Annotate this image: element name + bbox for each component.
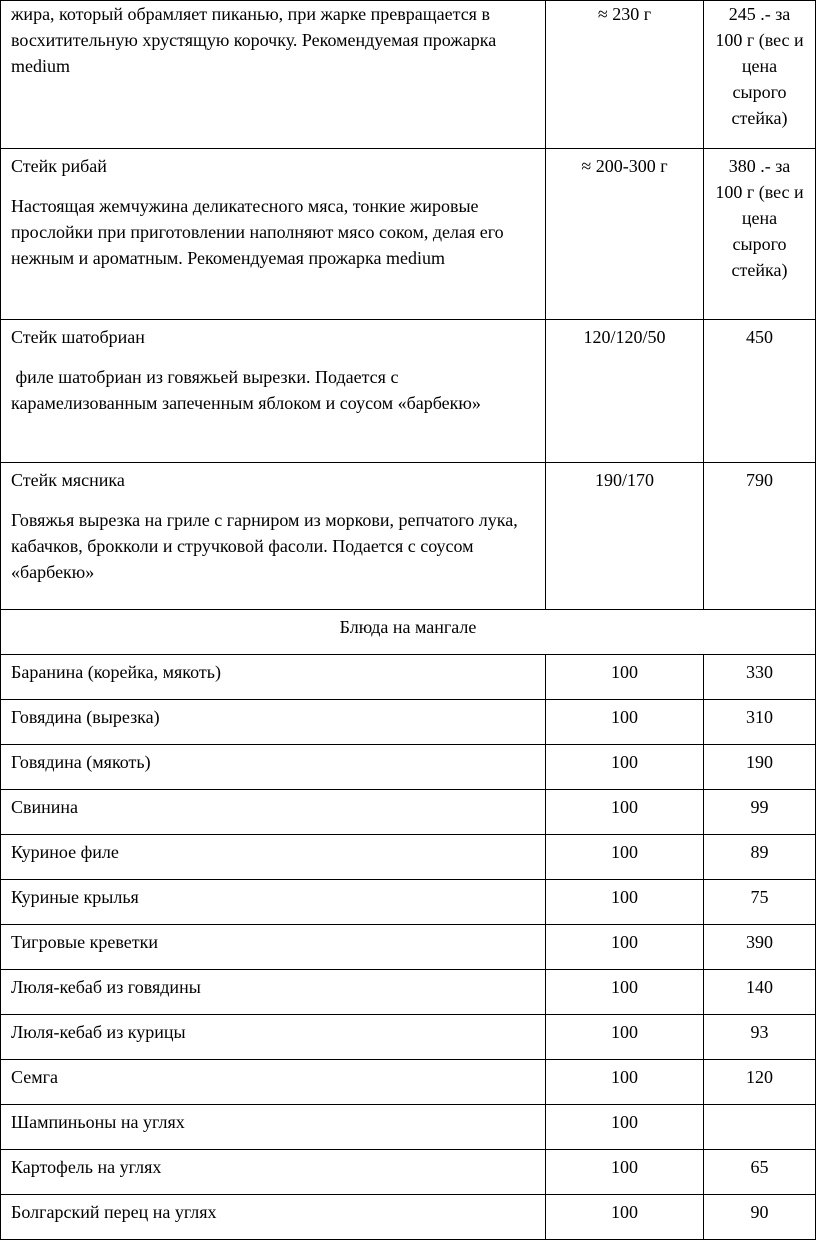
dish-weight: ≈ 230 г <box>546 1 704 149</box>
item-price: 99 <box>704 790 816 835</box>
item-price: 65 <box>704 1150 816 1195</box>
section-header-row <box>1 610 816 655</box>
item-price: 89 <box>704 835 816 880</box>
dish-name: Стейк мясника <box>11 470 125 490</box>
dish-weight: ≈ 200-300 г <box>546 149 704 320</box>
table-row <box>1 463 816 610</box>
item-weight: 100 <box>546 1150 704 1195</box>
item-name: Говядина (мякоть) <box>1 745 546 790</box>
item-weight: 100 <box>546 1105 704 1150</box>
item-price: 330 <box>704 655 816 700</box>
item-name: Болгарский перец на углях <box>1 1195 546 1240</box>
table-row <box>1 655 816 700</box>
table-row <box>1 1015 816 1060</box>
table-row <box>1 149 816 320</box>
item-name: Семга <box>1 1060 546 1105</box>
item-weight: 100 <box>546 655 704 700</box>
item-price: 190 <box>704 745 816 790</box>
item-weight: 100 <box>546 1015 704 1060</box>
table-row <box>1 1105 816 1150</box>
table-row <box>1 880 816 925</box>
item-name: Картофель на углях <box>1 1150 546 1195</box>
item-name: Куриное филе <box>1 835 546 880</box>
item-weight: 100 <box>546 880 704 925</box>
table-row <box>1 835 816 880</box>
item-price: 93 <box>704 1015 816 1060</box>
table-row <box>1 320 816 463</box>
dish-weight: 190/170 <box>546 463 704 610</box>
table-row <box>1 745 816 790</box>
item-name: Говядина (вырезка) <box>1 700 546 745</box>
item-name: Люля-кебаб из говядины <box>1 970 546 1015</box>
dish-name: Стейк шатобриан <box>11 327 145 347</box>
item-weight: 100 <box>546 970 704 1015</box>
item-weight: 100 <box>546 745 704 790</box>
dish-description: филе шатобриан из говяжьей вырезки. Подается с карамелизованным запеченным яблоком и соусом «барбекю» <box>11 367 481 413</box>
item-price: 390 <box>704 925 816 970</box>
item-name: Баранина (корейка, мякоть) <box>1 655 546 700</box>
dish-weight: 120/120/50 <box>546 320 704 463</box>
dish-price: 450 <box>704 320 816 463</box>
dish-cell <box>1 1 546 149</box>
item-name: Люля-кебаб из курицы <box>1 1015 546 1060</box>
item-name: Свинина <box>1 790 546 835</box>
table-row <box>1 790 816 835</box>
item-weight: 100 <box>546 1195 704 1240</box>
dish-price: 790 <box>704 463 816 610</box>
table-row <box>1 1150 816 1195</box>
item-weight: 100 <box>546 925 704 970</box>
table-row <box>1 970 816 1015</box>
dish-description: жира, который обрамляет пиканью, при жарке превращается в восхитительную хрустящую корочку. Рекомендуемая прожарка medium <box>11 4 497 76</box>
item-price: 120 <box>704 1060 816 1105</box>
dish-cell <box>1 463 546 610</box>
item-price: 90 <box>704 1195 816 1240</box>
item-weight: 100 <box>546 700 704 745</box>
section-title: Блюда на мангале <box>1 610 816 655</box>
table-row <box>1 925 816 970</box>
item-price: 140 <box>704 970 816 1015</box>
item-weight: 100 <box>546 790 704 835</box>
item-name: Тигровые креветки <box>1 925 546 970</box>
dish-cell <box>1 320 546 463</box>
item-weight: 100 <box>546 1060 704 1105</box>
item-weight: 100 <box>546 835 704 880</box>
item-price <box>704 1105 816 1150</box>
item-price: 75 <box>704 880 816 925</box>
item-price: 310 <box>704 700 816 745</box>
dish-price: 380 .- за 100 г (вес и цена сырого стейка) <box>704 149 816 320</box>
table-row <box>1 1 816 149</box>
item-name: Куриные крылья <box>1 880 546 925</box>
dish-price: 245 .- за 100 г (вес и цена сырого стейка) <box>704 1 816 149</box>
item-name: Шампиньоны на углях <box>1 1105 546 1150</box>
table-row <box>1 1060 816 1105</box>
dish-description: Настоящая жемчужина деликатесного мяса, тонкие жировые прослойки при приготовлении наполняют мясо соком, делая его нежным и ароматным. Рекомендуемая прожарка medium <box>11 196 504 268</box>
dish-name: Стейк рибай <box>11 156 107 176</box>
table-row <box>1 700 816 745</box>
table-row <box>1 1195 816 1240</box>
dish-cell <box>1 149 546 320</box>
dish-description: Говяжья вырезка на гриле с гарниром из моркови, репчатого лука, кабачков, брокколи и стручковой фасоли. Подается с соусом «барбекю» <box>11 510 518 582</box>
